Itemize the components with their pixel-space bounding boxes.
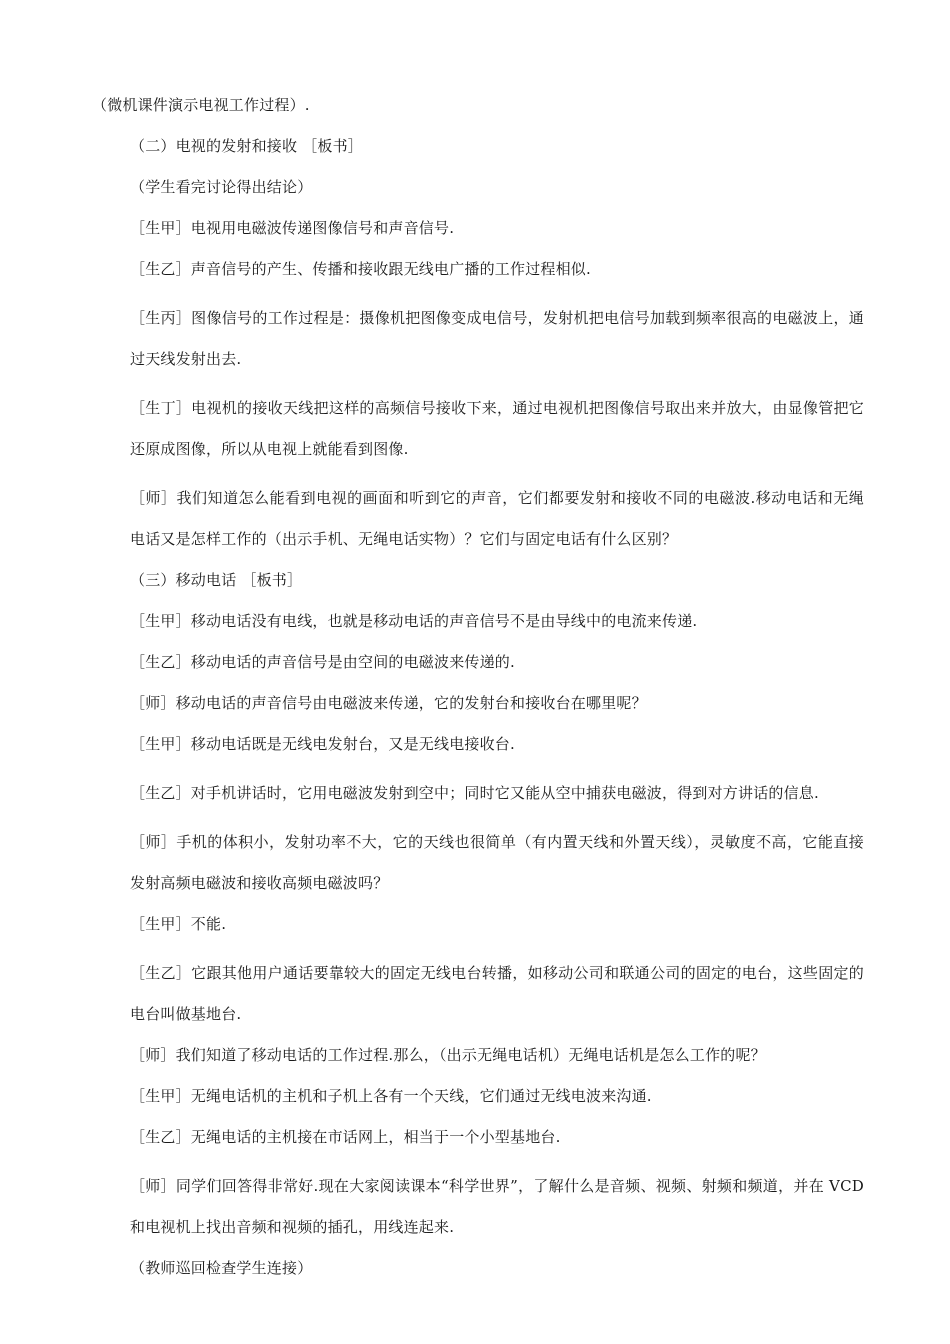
- paragraph-9: （三）移动电话 ［板书］: [130, 571, 303, 589]
- paragraph-17: ［生乙］它跟其他用户通话要靠较大的固定无线电台转播，如移动公司和联通公司的固定的电台，这些固定的电台叫做基地台.: [130, 964, 864, 1023]
- paragraph-1: （微机课件演示电视工作过程）.: [92, 96, 310, 114]
- paragraph-21: ［师］同学们回答得非常好.现在大家阅读课本“科学世界”，了解什么是音频、视频、射频和频道，并在 VCD 和电视机上找出音频和视频的插孔，用线连起来.: [130, 1177, 864, 1236]
- paragraph-5: ［生乙］声音信号的产生、传播和接收跟无线电广播的工作过程相似.: [130, 260, 591, 278]
- document-page: [92, 93, 864, 1297]
- paragraph-14: ［生乙］对手机讲话时，它用电磁波发射到空中；同时它又能从空中捕获电磁波，得到对方讲话的信息.: [130, 784, 819, 802]
- paragraph-2: （二）电视的发射和接收 ［板书］: [130, 137, 363, 155]
- paragraph-20: ［生乙］无绳电话的主机接在市话网上，相当于一个小型基地台.: [130, 1128, 561, 1146]
- paragraph-10: ［生甲］移动电话没有电线，也就是移动电话的声音信号不是由导线中的电流来传递.: [130, 612, 698, 630]
- paragraph-19: ［生甲］无绳电话机的主机和子机上各有一个天线，它们通过无线电波来沟通.: [130, 1087, 652, 1105]
- paragraph-7: ［生丁］电视机的接收天线把这样的高频信号接收下来，通过电视机把图像信号取出来并放大，由显像管把它还原成图像，所以从电视上就能看到图像.: [130, 399, 864, 458]
- paragraph-15: ［师］手机的体积小，发射功率不大，它的天线也很简单（有内置天线和外置天线），灵敏度不高，它能直接发射高频电磁波和接收高频电磁波吗？: [130, 833, 864, 892]
- paragraph-22: （教师巡回检查学生连接）: [130, 1259, 313, 1277]
- paragraph-13: ［生甲］移动电话既是无线电发射台，又是无线电接收台.: [130, 735, 515, 753]
- paragraph-11: ［生乙］移动电话的声音信号是由空间的电磁波来传递的.: [130, 653, 515, 671]
- paragraph-16: ［生甲］不能.: [130, 915, 227, 933]
- paragraph-4: ［生甲］电视用电磁波传递图像信号和声音信号.: [130, 219, 455, 237]
- paragraph-3: （学生看完讨论得出结论）: [130, 178, 313, 196]
- paragraph-6: ［生丙］图像信号的工作过程是：摄像机把图像变成电信号，发射机把电信号加载到频率很高的电磁波上，通过天线发射出去.: [130, 309, 864, 368]
- paragraph-18: ［师］我们知道了移动电话的工作过程.那么，（出示无绳电话机）无绳电话机是怎么工作的呢？: [130, 1046, 766, 1064]
- paragraph-8: ［师］我们知道怎么能看到电视的画面和听到它的声音，它们都要发射和接收不同的电磁波.移动电话和无绳电话又是怎样工作的（出示手机、无绳电话实物）？它们与固定电话有什么区别？: [130, 489, 864, 548]
- paragraph-12: ［师］移动电话的声音信号由电磁波来传递，它的发射台和接收台在哪里呢？: [130, 694, 647, 712]
